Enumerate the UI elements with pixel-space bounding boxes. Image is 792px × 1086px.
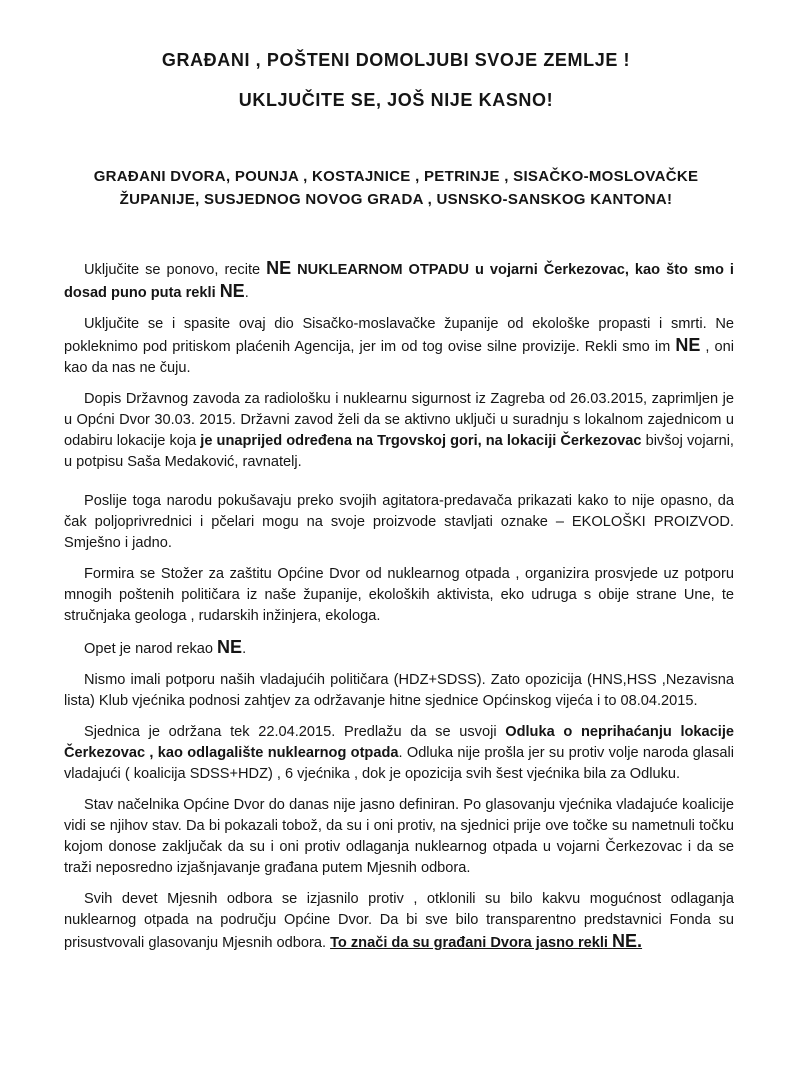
p10-underline: To znači da su građani Dvora jasno rekli bbox=[330, 935, 613, 951]
p3-bold: je unaprijed određena na Trgovskoj gori, na lokaciji Čerkezovac bbox=[200, 433, 642, 449]
subtitle-line-1: GRAĐANI DVORA, POUNJA , KOSTAJNICE , PETRINJE , SISAČKO-MOSLOVAČKE bbox=[93, 168, 699, 185]
p1-text-a: Uključite se ponovo, recite bbox=[84, 262, 267, 278]
paragraph-1 bbox=[64, 258, 734, 304]
paragraph-4: Poslije toga narodu pokušavaju preko svojih agitatora-predavača prikazati kako to nije opasno, da čak poljoprivrednici i pčelari mogu na svoje proizvode stavljati oznake – EKOLOŠKI PROIZVOD. Smješno i jadno. bbox=[64, 493, 734, 551]
subtitle-line-2: ŽUPANIJE, SUSJEDNOG NOVOG GRADA , USNSKO-SANSKOG KANTONA! bbox=[119, 191, 673, 208]
paragraph-7: Nismo imali potporu naših vladajućih političara (HDZ+SDSS). Zato opozicija (HNS,HSS ,Nezavisna lista) Klub vjećnika podnosi zahtjev za održavanje hitne sjednice Općinskog vijeća i to 08.04.2015. bbox=[64, 672, 734, 709]
p3-text-b: bivšoj vojarni, u potpisu Saša Medaković, ravnatelj. bbox=[64, 433, 734, 470]
paragraph-2 bbox=[64, 314, 734, 379]
body-text bbox=[64, 258, 734, 964]
title-line-1: GRAĐANI , POŠTENI DOMOLJUBI SVOJE ZEMLJE ! bbox=[161, 50, 631, 70]
p6-ne: NE bbox=[217, 637, 243, 657]
paragraph-9: Stav načelnika Općine Dvor do danas nije jasno definiran. Po glasovanju vjećnika vladajuće koalicije vidi se njihov stav. Da bi pokazali tobož, da su i oni protiv, na sjednici prije ove točke su nametnuli točku kojom donose zaključak da su i oni protiv odlaganja nuklearnog otpada u vojarni Čerkezovac i da se traži neposredno izjašnjavanje građana putem Mjesnih odbora. bbox=[64, 797, 734, 876]
p1-ne-1: NE bbox=[266, 258, 292, 278]
p1-ne-2: NE bbox=[219, 281, 245, 301]
paragraph-8 bbox=[64, 722, 734, 785]
p10-text-a: Svih devet Mjesnih odbora se izjasnilo protiv , otklonili su bilo kakvu mogućnost odlaganja nuklearnog otpada na području Općine Dvor. Da bi sve bilo transparentno predstavnici Fonda su prisustvovali glasovanju Mjesnih odbora. bbox=[64, 891, 734, 951]
paragraph-6 bbox=[64, 637, 734, 660]
p8-text-a: Sjednica je održana tek 22.04.2015. Predlažu da se usvoji bbox=[84, 724, 506, 740]
p8-bold: Odluka o neprihaćanju lokacije Čerkezovac , kao odlagalište nuklearnog otpada bbox=[64, 724, 734, 761]
p8-text-b: . Odluka nije prošla jer su protiv volje naroda glasali vladajući ( koalicija SDSS+HDZ) , 6 vjećnika , dok je opozicija svih šest vjećnika bila za Odluku. bbox=[64, 745, 734, 782]
paragraph-3 bbox=[64, 389, 734, 473]
p10-ne: NE. bbox=[612, 931, 643, 951]
title-line-2: UKLJUČITE SE, JOŠ NIJE KASNO! bbox=[238, 90, 554, 110]
p2-ne: NE bbox=[675, 335, 701, 355]
p2-text-b: , oni kao da nas ne čuju. bbox=[64, 339, 735, 376]
p1-text-c: . bbox=[244, 285, 249, 301]
p2-text-a: Uključite se i spasite ovaj dio Sisačko-moslavačke županije od ekološke propasti i smrti. Ne pokleknimo pod pritiskom plaćenih Agencija, jer im od tog ovise silne provizije. Rekli smo im bbox=[64, 316, 734, 355]
p1-text-b: NUKLEARNOM OTPADU u vojarni Čerkezovac, kao što smo i dosad puno puta rekli bbox=[64, 262, 734, 301]
p6-text-b: . bbox=[242, 641, 247, 657]
paragraph-10 bbox=[64, 889, 734, 954]
subtitle bbox=[20, 165, 772, 211]
paragraph-5: Formira se Stožer za zaštitu Općine Dvor od nuklearnog otpada , organizira prosvjede uz potporu mnogih poštenih političara iz naše županije, ekoloških aktivista, eko udruga s obije strane Une, te stručnjaka geologa , rudarskih inžinjera, ekologa. bbox=[64, 566, 734, 624]
p6-text-a: Opet je narod rekao bbox=[84, 641, 218, 657]
p3-text-a: Dopis Državnog zavoda za radiološku i nuklearnu sigurnost iz Zagreba od 26.03.2015, zaprimljen je u Općni Dvor 30.03. 2015. Državni zavod želi da se aktivno uključi u suradnju s lokalnom zajednicom u odabiru lokacije koja bbox=[64, 391, 734, 449]
